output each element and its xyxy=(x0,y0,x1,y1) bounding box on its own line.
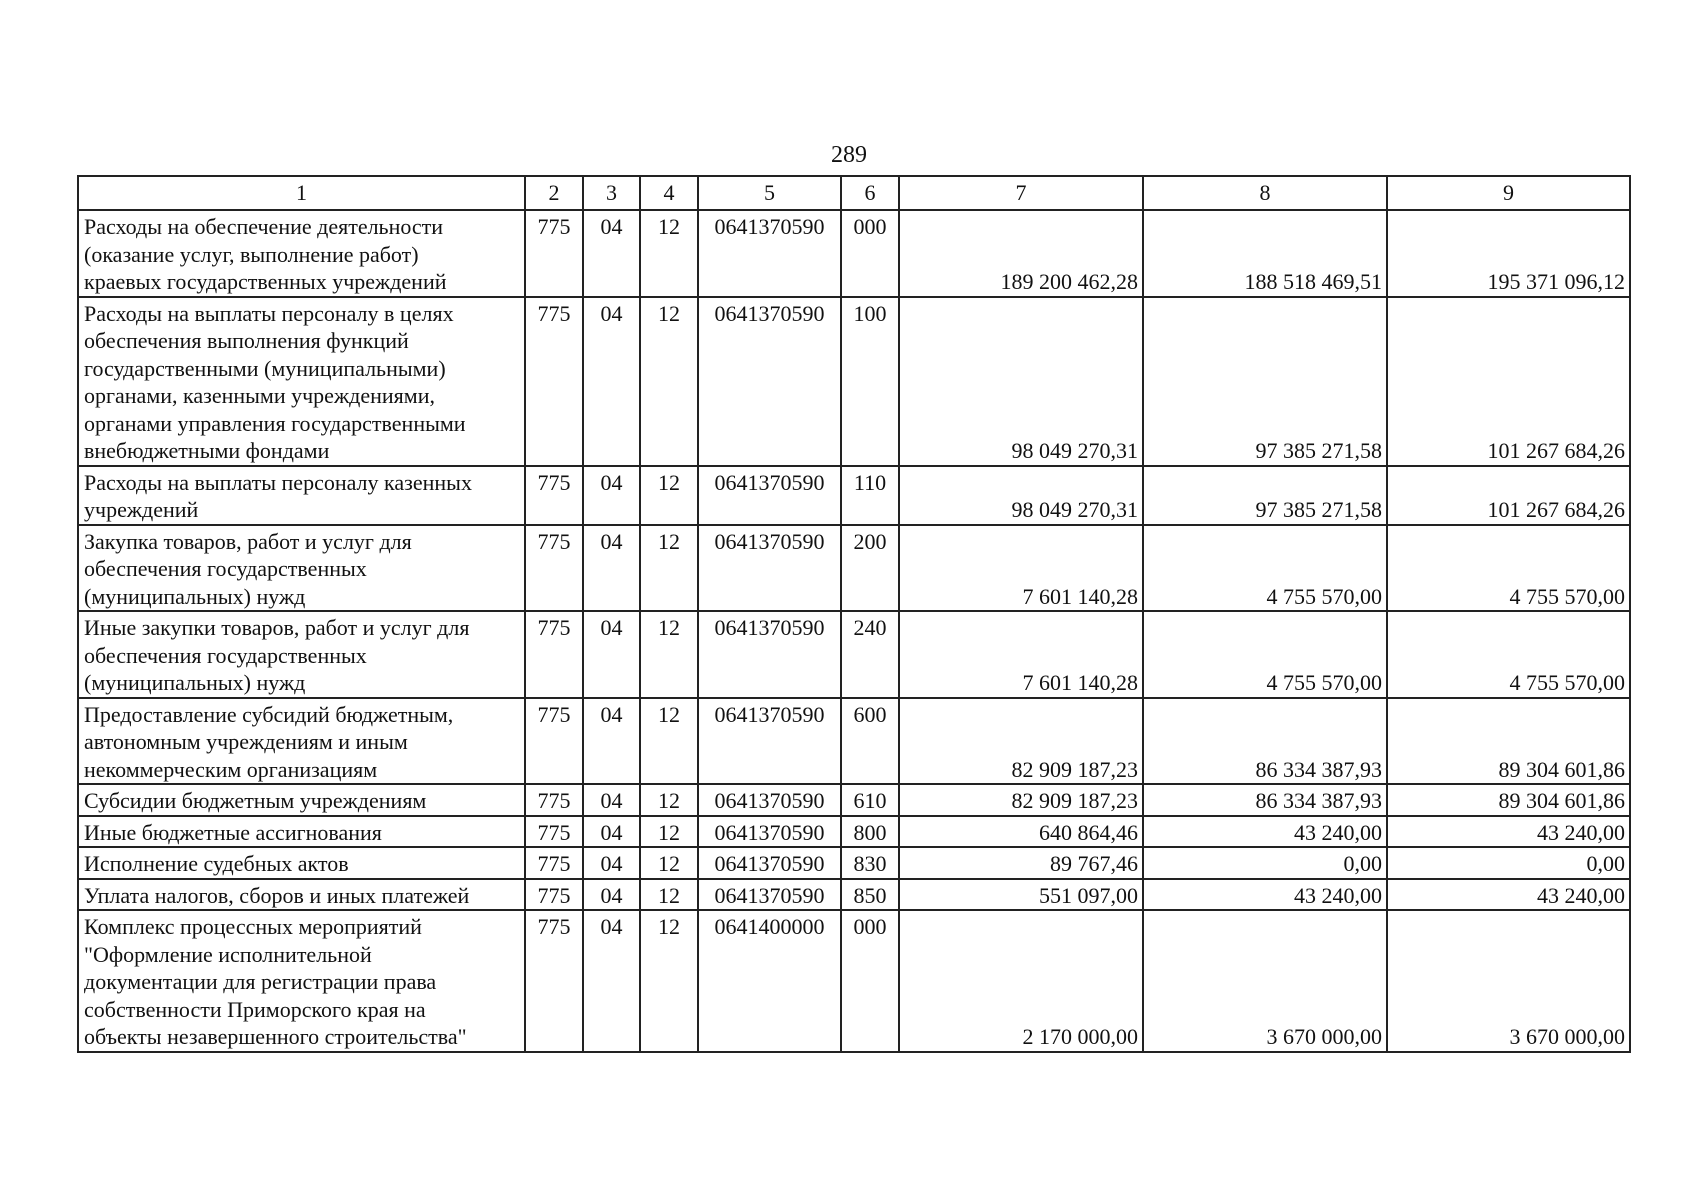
description-cell xyxy=(78,525,525,612)
admin-code-cell: 775 xyxy=(525,466,583,525)
description-line: обеспечения государственных xyxy=(84,642,367,668)
amount-cell-col9: 101 267 684,26 xyxy=(1387,466,1630,525)
amount-cell-col7: 82 909 187,23 xyxy=(899,784,1143,816)
expense-type-cell: 100 xyxy=(841,297,899,466)
amount-cell-col8: 43 240,00 xyxy=(1143,879,1387,911)
description-cell xyxy=(78,611,525,698)
description-cell xyxy=(78,466,525,525)
admin-code-cell: 775 xyxy=(525,784,583,816)
section-code-cell: 04 xyxy=(583,847,640,879)
admin-code-cell: 775 xyxy=(525,879,583,911)
table-row xyxy=(78,847,1630,879)
page-number: 289 xyxy=(831,142,867,168)
description-line: учреждений xyxy=(84,497,199,522)
description-line: органами, казенными учреждениями, xyxy=(84,383,435,408)
description-line: Субсидии бюджетным учреждениям xyxy=(84,788,427,813)
subsection-code-cell: 12 xyxy=(640,698,698,785)
header-cell: 8 xyxy=(1143,176,1387,210)
description-cell xyxy=(78,879,525,911)
admin-code-cell: 775 xyxy=(525,611,583,698)
description-cell xyxy=(78,784,525,816)
table-row xyxy=(78,698,1630,785)
target-article-cell: 0641370590 xyxy=(698,847,841,879)
admin-code-cell: 775 xyxy=(525,297,583,466)
description-line: Иные бюджетные ассигнования xyxy=(84,819,382,845)
table-row xyxy=(78,525,1630,612)
subsection-code-cell: 12 xyxy=(640,525,698,612)
target-article-cell: 0641370590 xyxy=(698,698,841,785)
admin-code-cell: 775 xyxy=(525,698,583,785)
amount-cell-col9: 89 304 601,86 xyxy=(1387,784,1630,816)
description-line: Расходы на выплаты персоналу в целях xyxy=(84,300,454,326)
admin-code-cell: 775 xyxy=(525,847,583,879)
target-article-cell: 0641370590 xyxy=(698,466,841,525)
amount-cell-col8: 43 240,00 xyxy=(1143,816,1387,848)
subsection-code-cell: 12 xyxy=(640,611,698,698)
description-line: Предоставление субсидий бюджетным, xyxy=(84,701,454,727)
description-line: Расходы на обеспечение деятельности xyxy=(84,214,444,239)
description-line: автономным учреждениям и иным xyxy=(84,729,408,754)
expense-type-cell: 830 xyxy=(841,847,899,879)
table-row xyxy=(78,784,1630,816)
amount-cell-col7: 640 864,46 xyxy=(899,816,1143,848)
subsection-code-cell: 12 xyxy=(640,210,698,297)
target-article-cell: 0641370590 xyxy=(698,611,841,698)
section-code-cell: 04 xyxy=(583,210,640,297)
amount-cell-col8: 4 755 570,00 xyxy=(1143,611,1387,698)
target-article-cell: 0641370590 xyxy=(698,297,841,466)
section-code-cell: 04 xyxy=(583,466,640,525)
amount-cell-col7: 189 200 462,28 xyxy=(899,210,1143,297)
target-article-cell: 0641370590 xyxy=(698,816,841,848)
target-article-cell: 0641400000 xyxy=(698,910,841,1052)
target-article-cell: 0641370590 xyxy=(698,784,841,816)
subsection-code-cell: 12 xyxy=(640,847,698,879)
header-cell: 4 xyxy=(640,176,698,210)
header-cell: 1 xyxy=(78,176,525,210)
table-row xyxy=(78,297,1630,466)
subsection-code-cell: 12 xyxy=(640,910,698,1052)
amount-cell-col7: 7 601 140,28 xyxy=(899,611,1143,698)
description-line: органами управления государственными xyxy=(84,410,466,436)
header-cell: 2 xyxy=(525,176,583,210)
header-cell: 5 xyxy=(698,176,841,210)
expense-type-cell: 240 xyxy=(841,611,899,698)
description-line: объекты незавершенного строительства" xyxy=(84,1024,467,1049)
section-code-cell: 04 xyxy=(583,698,640,785)
admin-code-cell: 775 xyxy=(525,525,583,612)
description-cell xyxy=(78,297,525,466)
amount-cell-col9: 4 755 570,00 xyxy=(1387,525,1630,612)
description-line: (муниципальных) нужд xyxy=(84,583,306,609)
description-cell xyxy=(78,847,525,879)
expense-type-cell: 000 xyxy=(841,910,899,1052)
description-line: Уплата налогов, сборов и иных платежей xyxy=(84,882,470,908)
description-line: обеспечения государственных xyxy=(84,556,367,581)
amount-cell-col9: 195 371 096,12 xyxy=(1387,210,1630,297)
subsection-code-cell: 12 xyxy=(640,297,698,466)
amount-cell-col8: 3 670 000,00 xyxy=(1143,910,1387,1052)
amount-cell-col9: 101 267 684,26 xyxy=(1387,297,1630,466)
amount-cell-col8: 86 334 387,93 xyxy=(1143,698,1387,785)
description-line: документации для регистрации права xyxy=(84,969,437,994)
amount-cell-col9: 89 304 601,86 xyxy=(1387,698,1630,785)
description-line: (оказание услуг, выполнение работ) xyxy=(84,241,419,267)
description-line: Расходы на выплаты персоналу казенных xyxy=(84,469,472,495)
amount-cell-col9: 3 670 000,00 xyxy=(1387,910,1630,1052)
description-cell xyxy=(78,698,525,785)
table-row xyxy=(78,210,1630,297)
amount-cell-col8: 86 334 387,93 xyxy=(1143,784,1387,816)
section-code-cell: 04 xyxy=(583,879,640,911)
table-row xyxy=(78,466,1630,525)
description-line: Исполнение судебных актов xyxy=(84,851,349,876)
table-row xyxy=(78,910,1630,1052)
subsection-code-cell: 12 xyxy=(640,879,698,911)
expense-type-cell: 610 xyxy=(841,784,899,816)
amount-cell-col8: 0,00 xyxy=(1143,847,1387,879)
expense-type-cell: 600 xyxy=(841,698,899,785)
amount-cell-col7: 2 170 000,00 xyxy=(899,910,1143,1052)
amount-cell-col7: 89 767,46 xyxy=(899,847,1143,879)
section-code-cell: 04 xyxy=(583,611,640,698)
expense-type-cell: 110 xyxy=(841,466,899,525)
expense-type-cell: 850 xyxy=(841,879,899,911)
section-code-cell: 04 xyxy=(583,525,640,612)
section-code-cell: 04 xyxy=(583,816,640,848)
description-line: некоммерческим организациям xyxy=(84,756,378,782)
admin-code-cell: 775 xyxy=(525,910,583,1052)
expense-type-cell: 800 xyxy=(841,816,899,848)
description-cell xyxy=(78,816,525,848)
target-article-cell: 0641370590 xyxy=(698,525,841,612)
header-row xyxy=(78,176,1630,210)
amount-cell-col8: 97 385 271,58 xyxy=(1143,297,1387,466)
table-row xyxy=(78,879,1630,911)
expense-type-cell: 200 xyxy=(841,525,899,612)
amount-cell-col7: 551 097,00 xyxy=(899,879,1143,911)
amount-cell-col8: 188 518 469,51 xyxy=(1143,210,1387,297)
header-cell: 3 xyxy=(583,176,640,210)
description-line: Комплекс процессных мероприятий xyxy=(84,914,422,939)
header-cell: 9 xyxy=(1387,176,1630,210)
admin-code-cell: 775 xyxy=(525,816,583,848)
description-line: государственными (муниципальными) xyxy=(84,355,446,381)
amount-cell-col9: 0,00 xyxy=(1387,847,1630,879)
section-code-cell: 04 xyxy=(583,910,640,1052)
admin-code-cell: 775 xyxy=(525,210,583,297)
description-line: обеспечения выполнения функций xyxy=(84,328,409,353)
table-row xyxy=(78,611,1630,698)
budget-table xyxy=(77,175,1631,1053)
description-line: (муниципальных) нужд xyxy=(84,670,306,695)
subsection-code-cell: 12 xyxy=(640,816,698,848)
table-row xyxy=(78,816,1630,848)
amount-cell-col8: 97 385 271,58 xyxy=(1143,466,1387,525)
amount-cell-col9: 43 240,00 xyxy=(1387,879,1630,911)
amount-cell-col7: 98 049 270,31 xyxy=(899,297,1143,466)
subsection-code-cell: 12 xyxy=(640,466,698,525)
target-article-cell: 0641370590 xyxy=(698,879,841,911)
amount-cell-col9: 4 755 570,00 xyxy=(1387,611,1630,698)
target-article-cell: 0641370590 xyxy=(698,210,841,297)
amount-cell-col9: 43 240,00 xyxy=(1387,816,1630,848)
description-line: внебюджетными фондами xyxy=(84,438,330,463)
amount-cell-col7: 7 601 140,28 xyxy=(899,525,1143,612)
header-cell: 6 xyxy=(841,176,899,210)
section-code-cell: 04 xyxy=(583,297,640,466)
section-code-cell: 04 xyxy=(583,784,640,816)
amount-cell-col8: 4 755 570,00 xyxy=(1143,525,1387,612)
description-line: Закупка товаров, работ и услуг для xyxy=(84,528,412,554)
expense-type-cell: 000 xyxy=(841,210,899,297)
description-cell xyxy=(78,210,525,297)
header-cell: 7 xyxy=(899,176,1143,210)
description-line: собственности Приморского края на xyxy=(84,996,426,1022)
description-line: "Оформление исполнительной xyxy=(84,941,372,967)
description-line: Иные закупки товаров, работ и услуг для xyxy=(84,615,470,640)
description-line: краевых государственных учреждений xyxy=(84,269,447,294)
amount-cell-col7: 82 909 187,23 xyxy=(899,698,1143,785)
description-cell xyxy=(78,910,525,1052)
subsection-code-cell: 12 xyxy=(640,784,698,816)
amount-cell-col7: 98 049 270,31 xyxy=(899,466,1143,525)
